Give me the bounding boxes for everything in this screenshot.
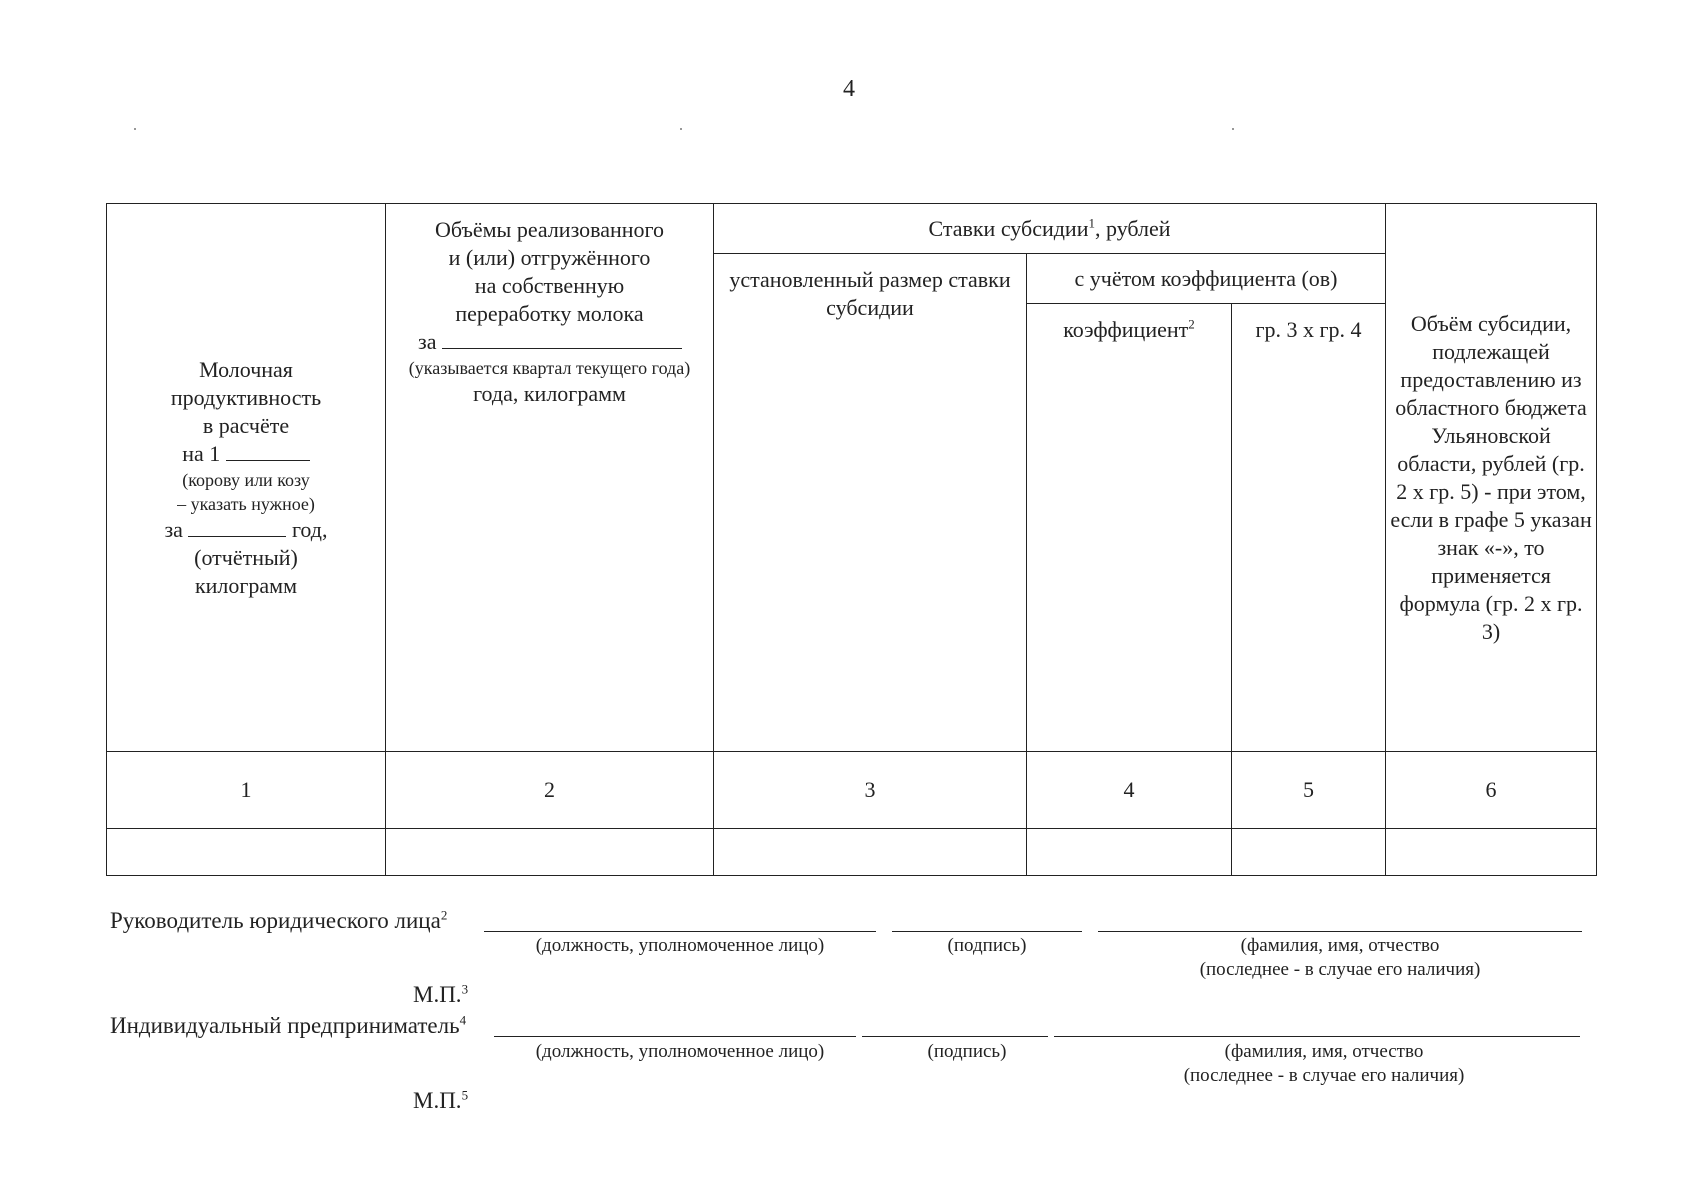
data-cell[interactable] xyxy=(1027,829,1232,876)
column-number: 4 xyxy=(1027,752,1232,829)
ip-name-line[interactable] xyxy=(1054,1036,1580,1037)
caption-position: (должность, уполномоченное лицо) xyxy=(535,935,825,956)
blank-year xyxy=(188,516,286,537)
column-number: 6 xyxy=(1386,752,1597,829)
column-number-row xyxy=(107,752,1597,829)
scan-dot xyxy=(1232,128,1234,130)
column-number: 1 xyxy=(107,752,386,829)
data-cell[interactable] xyxy=(1232,829,1386,876)
data-cell[interactable] xyxy=(386,829,714,876)
stamp-place-2: М.П.$^5$ xyxy=(413,1087,469,1113)
header-rates: Ставки субсидии$^1$, рублей xyxy=(714,204,1386,254)
ip-position-line[interactable] xyxy=(494,1036,856,1037)
data-cell[interactable] xyxy=(1386,829,1597,876)
column-number: 3 xyxy=(714,752,1027,829)
header-col6-subsidy-volume: Объём субсидии, подлежащей предоставлению из областного бюджета Ульяновской области, рублей (гр. 2 х гр. 5) - при этом, если в графе 5 указан знак «-», то применяется формула (гр. 2 х гр. 3) xyxy=(1386,204,1597,752)
blank-quarter xyxy=(442,328,682,349)
caption-signature: (подпись) xyxy=(927,1041,1007,1062)
caption-signature: (подпись) xyxy=(947,935,1027,956)
stamp-place-1: М.П.$^3$ xyxy=(413,981,469,1007)
column-number: 5 xyxy=(1232,752,1386,829)
column-number: 2 xyxy=(386,752,714,829)
scan-dot xyxy=(134,128,136,130)
head-position-line[interactable] xyxy=(484,931,876,932)
header-col5-formula: гр. 3 х гр. 4 xyxy=(1232,304,1386,752)
subsidy-table xyxy=(106,203,1597,876)
header-col1-productivity: Молочная продуктивность в расчёте на 1 (корову или козу – указать нужное) за год, (отчётный) килограмм xyxy=(107,204,386,752)
scan-dot xyxy=(680,128,682,130)
header-coef: с учётом коэффициента (ов) xyxy=(1027,254,1386,304)
header-col4-coefficient: коэффициент$^2$ xyxy=(1027,304,1232,752)
caption-name: (фамилия, имя, отчество (последнее - в случае его наличия) xyxy=(1199,935,1481,980)
head-label: Руководитель юридического лица$^2$ xyxy=(110,907,448,933)
header-col3-set-rate: установленный размер ставки субсидии xyxy=(714,254,1027,752)
head-signature-line[interactable] xyxy=(892,931,1082,932)
data-cell[interactable] xyxy=(107,829,386,876)
ip-label: Индивидуальный предприниматель$^4$ xyxy=(110,1012,467,1038)
head-name-line[interactable] xyxy=(1098,931,1582,932)
page-number: 4 xyxy=(843,76,855,102)
data-cell[interactable] xyxy=(714,829,1027,876)
caption-name: (фамилия, имя, отчество (последнее - в случае его наличия) xyxy=(1183,1041,1465,1086)
caption-position: (должность, уполномоченное лицо) xyxy=(535,1041,825,1062)
data-row xyxy=(107,829,1597,876)
blank-animal xyxy=(226,440,310,461)
ip-signature-line[interactable] xyxy=(862,1036,1048,1037)
header-col2-volumes: Объёмы реализованного и (или) отгружённого на собственную переработку молока за (указывается квартал текущего года) года, килограмм xyxy=(386,204,714,752)
